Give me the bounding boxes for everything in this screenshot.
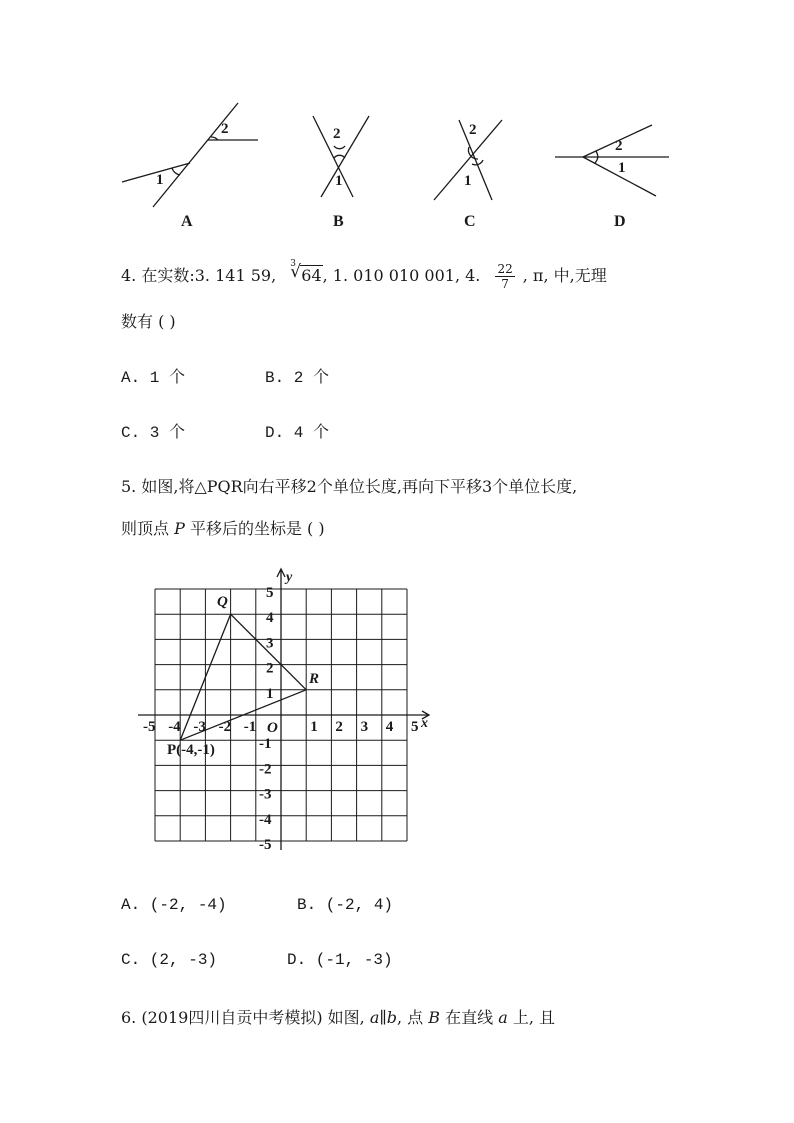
point-q-label: Q [217, 594, 228, 610]
fig-b-angle-2: 2 [333, 126, 341, 142]
q5-line2-p: P [174, 519, 185, 538]
y-tick-label: 2 [266, 660, 274, 677]
q5-option-a: A. (-2, -4) [121, 896, 227, 914]
fig-c-label: C [464, 213, 476, 230]
x-tick-label: 5 [411, 719, 419, 735]
q4-root-index: 3 [290, 259, 296, 269]
y-tick-label: 4 [266, 610, 274, 627]
fig-c-angle-2: 2 [469, 122, 477, 138]
q6-part-d: 上, 且 [507, 1008, 556, 1027]
fig-b-arc-2 [334, 146, 345, 149]
y-tick-label: -1 [259, 736, 272, 753]
fig-d-label: D [614, 213, 626, 230]
q5-option-d: D. (-1, -3) [287, 951, 393, 969]
point-r-label: R [309, 671, 320, 687]
q6-line-a: a [498, 1008, 508, 1027]
q5-line2-a: 则顶点 [121, 519, 175, 538]
q4-option-b: B. 2 个 [265, 369, 330, 387]
q6-line-1 [121, 1005, 555, 1028]
y-tick-label: -2 [259, 761, 272, 778]
coordinate-graph [0, 560, 794, 860]
x-tick-label: -2 [218, 719, 232, 735]
q4-mid: , 1. 010 010 001, 4. [322, 266, 481, 285]
y-tick-label: -3 [259, 786, 272, 803]
q5-line-1: 5. 如图,将△PQR向右平移2个单位长度,再向下平移3个单位长度, [121, 477, 578, 496]
q4-option-a: A. 1 个 [121, 369, 186, 387]
fig-b-arc-1 [334, 155, 345, 158]
q4-cube-root [290, 259, 322, 285]
x-tick-label: -1 [243, 719, 257, 735]
q6-part-a: 6. (2019四川自贡中考模拟) 如图, [121, 1008, 370, 1027]
x-tick-label: -5 [143, 719, 156, 735]
fig-c-arc-1 [472, 160, 483, 165]
y-axis-label: y [286, 570, 293, 585]
q5-option-c: C. (2, -3) [121, 951, 218, 969]
q5-line-2 [121, 516, 325, 539]
fig-b-angle-1: 1 [335, 173, 343, 189]
y-tick-label: -5 [259, 837, 272, 853]
origin-label: O [267, 720, 278, 736]
fig-a-arc-1 [172, 168, 180, 175]
x-tick-label: -4 [168, 719, 181, 735]
y-tick-labels [259, 585, 274, 853]
y-tick-label: 5 [266, 585, 274, 601]
q4-line-2: 数有 ( ) [121, 312, 176, 331]
q4-tail: , π, 中,无理 [522, 266, 607, 285]
fig-a-label: A [181, 213, 193, 230]
q4-option-c: C. 3 个 [121, 424, 186, 442]
x-tick-label: 4 [385, 719, 394, 735]
q6-part-b: , 点 [397, 1008, 429, 1027]
x-tick-label: 2 [335, 719, 343, 735]
q4-prefix: 4. 在实数:3. 141 59, [121, 266, 277, 285]
axes [138, 569, 429, 850]
fig-d-angle-1: 1 [618, 160, 626, 176]
x-tick-label: -3 [193, 719, 206, 735]
x-tick-label: 3 [360, 719, 369, 735]
q5-option-b: B. (-2, 4) [297, 896, 394, 914]
fig-d-arc-2 [596, 151, 598, 157]
q5-line2-b: 平移后的坐标是 ( ) [184, 519, 325, 538]
x-tick-label: 1 [310, 719, 318, 735]
q6-parallel: a∥b [369, 1008, 397, 1027]
q6-point-b: B [428, 1008, 441, 1027]
y-tick-label: 1 [266, 685, 274, 702]
fig-a-angle-1: 1 [156, 172, 164, 188]
fig-d-angle-2: 2 [615, 138, 623, 154]
fig-a-line-1 [153, 103, 238, 207]
y-tick-label: -4 [259, 811, 272, 828]
fig-b-label: B [333, 213, 344, 230]
y-tick-label: 3 [266, 635, 274, 652]
q4-option-d: D. 4 个 [265, 424, 330, 442]
point-p-label: P(-4,-1) [167, 742, 215, 758]
fig-c-angle-1: 1 [464, 173, 472, 189]
q4-frac-den: 7 [501, 277, 509, 291]
fig-b-line-2 [321, 116, 369, 197]
q6-part-c: 在直线 [440, 1008, 499, 1027]
q4-root-radicand: √ 64 [300, 265, 322, 285]
x-axis-label: x [421, 716, 428, 731]
fig-d-arc-1 [595, 157, 598, 163]
fig-a-angle-2: 2 [221, 121, 229, 137]
q4-line-1 [121, 259, 607, 291]
q4-frac-num: 22 [497, 262, 513, 276]
q4-fraction [495, 262, 514, 291]
q3-figures [0, 90, 794, 240]
